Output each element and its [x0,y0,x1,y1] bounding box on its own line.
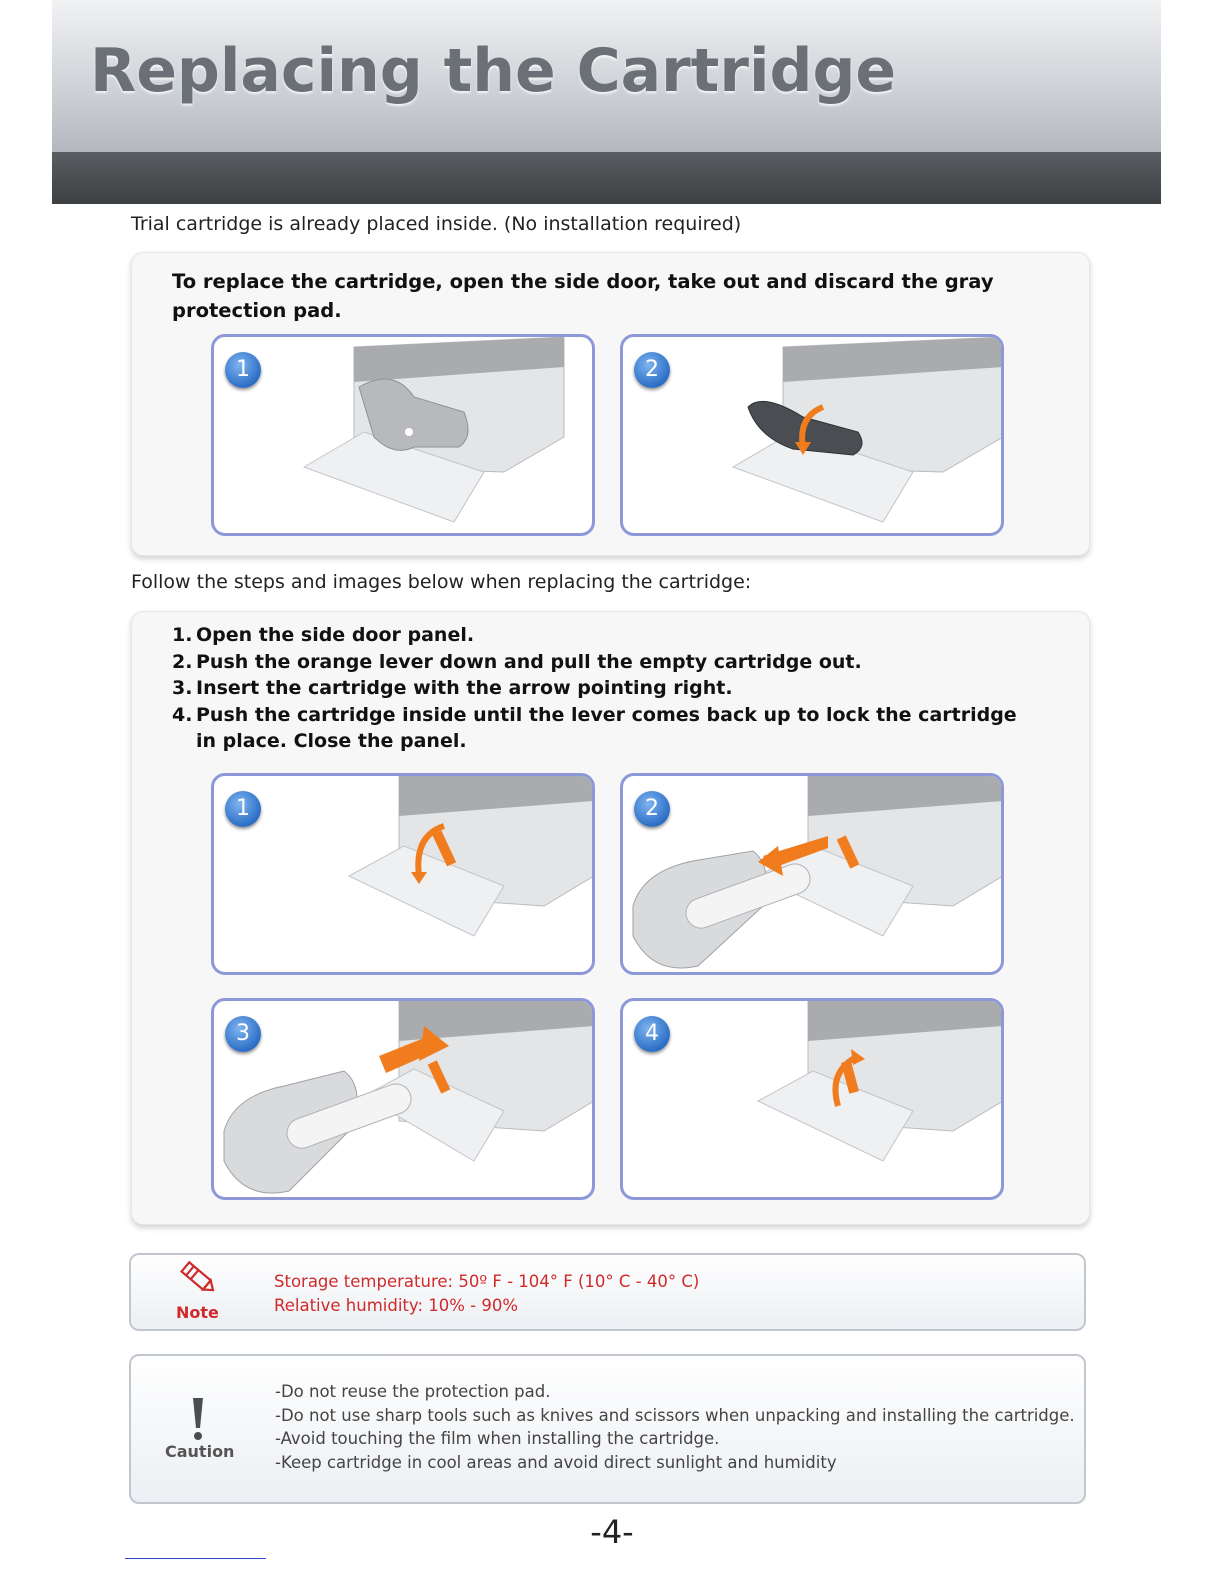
push-lever-illustration [214,776,595,975]
caution-line: -Avoid touching the film when installing the cartridge. [275,1429,720,1448]
replace-steps-list [172,622,1032,755]
caution-line: -Do not reuse the protection pad. [275,1382,551,1401]
printer-open-door-illustration [214,337,595,536]
pencil-icon [175,1259,219,1297]
note-box [129,1253,1086,1331]
note-line: Storage temperature: 50º F - 104° F (10° C - 40° C) [274,1272,700,1291]
step-badge-2: 2 [634,791,670,827]
caution-text [275,1380,1075,1474]
figure-replace-step-1 [211,773,595,975]
step-badge-4: 4 [634,1016,670,1052]
pull-cartridge-illustration [623,776,1004,975]
figure-replace-step-3 [211,998,595,1200]
caution-label: Caution [165,1442,235,1461]
step-badge-1: 1 [225,791,261,827]
protection-pad-instruction: To replace the cartridge, open the side door, take out and discard the gray protection pad. [172,270,994,322]
note-line: Relative humidity: 10% - 90% [274,1296,519,1315]
page-number: -4- [590,1513,634,1551]
page-title: Replacing the Cartridge [90,36,897,106]
step-item: 4. Push the cartridge inside until the lever comes back up to lock the cartridge in place. Close the panel. [172,703,1017,752]
footer-rule [125,1558,266,1559]
intro-text: Trial cartridge is already placed inside. (No installation required) [131,213,742,235]
figure-replace-step-2 [620,773,1004,975]
step-badge-1: 1 [225,352,261,388]
protection-pad-panel [131,252,1090,556]
figure-pad-step-2 [620,334,1004,536]
header-dark-bar [52,152,1161,204]
exclamation-icon [188,1396,208,1442]
figure-replace-step-4 [620,998,1004,1200]
step-item: 2. Push the orange lever down and pull the empty cartridge out. [172,650,862,673]
figure-pad-step-1 [211,334,595,536]
insert-cartridge-illustration [214,1001,595,1200]
step-badge-3: 3 [225,1016,261,1052]
step-item: 1. Open the side door panel. [172,624,475,646]
replace-steps-panel [131,611,1090,1225]
caution-box [129,1354,1086,1504]
note-text [274,1270,699,1318]
step-badge-2: 2 [634,352,670,388]
caution-line: -Keep cartridge in cool areas and avoid direct sunlight and humidity [275,1452,837,1472]
lock-lever-illustration [623,1001,1004,1200]
caution-line: -Do not use sharp tools such as knives and scissors when unpacking and installing the cartridge. [275,1405,1075,1425]
step-item: 3. Insert the cartridge with the arrow pointing right. [172,677,733,699]
page-header [52,0,1161,204]
remove-pad-illustration [623,337,1004,536]
note-label: Note [176,1303,219,1322]
follow-steps-text: Follow the steps and images below when replacing the cartridge: [131,571,752,593]
